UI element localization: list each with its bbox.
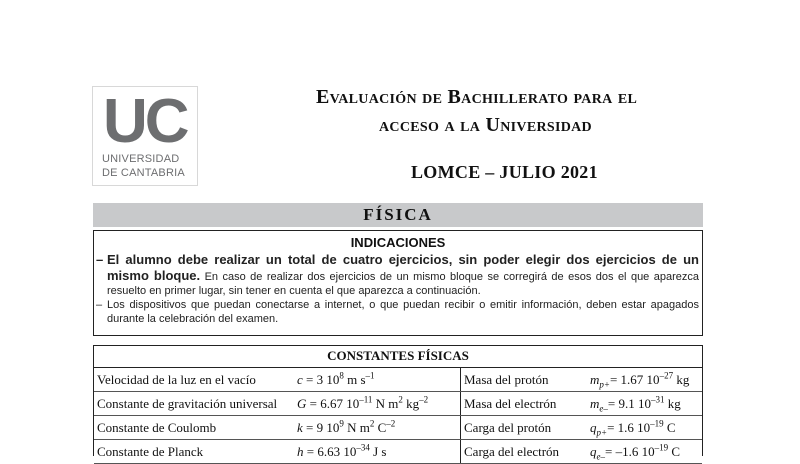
- indication-item: [96, 298, 699, 326]
- indication-text: Los dispositivos que puedan conectarse a internet, o que puedan recibir o emitir información, deben estar apagados durante la celebración del examen.: [107, 299, 699, 325]
- constants-table: [94, 368, 702, 464]
- constant-symbol: m: [590, 395, 600, 411]
- constant-name: Carga del protón: [461, 416, 588, 440]
- constant-unit: kg: [673, 371, 690, 387]
- constant-unit: kg: [664, 395, 681, 411]
- constant-unit: C: [374, 419, 387, 435]
- constant-exponent: –19: [650, 418, 664, 429]
- constant-symbol: q: [590, 443, 597, 459]
- constant-unit: m s: [343, 371, 366, 387]
- indication-bold-text: El alumno debe realizar un total de cuatro ejercicios, sin poder elegir dos ejercicios de un mismo bloque.: [107, 252, 699, 283]
- subject-name: FÍSICA: [363, 205, 433, 224]
- indications-box: [93, 230, 703, 336]
- unit-exponent: –2: [386, 418, 396, 429]
- constant-name: Velocidad de la luz en el vacío: [94, 368, 294, 392]
- constants-title: CONSTANTES FÍSICAS: [94, 346, 702, 368]
- unit-exponent: –2: [419, 394, 429, 405]
- constant-exponent: –11: [359, 394, 373, 405]
- constant-value: [587, 392, 702, 416]
- constant-unit: C: [668, 443, 681, 459]
- constant-number: = 1.6 10: [607, 419, 651, 435]
- constant-number: = 9 10: [306, 419, 340, 435]
- constant-name: Constante de gravitación universal: [94, 392, 294, 416]
- constant-name: Carga del electrón: [461, 440, 588, 464]
- logo-mark: UC: [103, 87, 187, 156]
- constant-exponent: –31: [650, 394, 665, 405]
- subject-bar: [93, 203, 703, 227]
- constant-name: Masa del electrón: [461, 392, 588, 416]
- constant-subscript: e–: [599, 403, 608, 414]
- constant-exponent: 9: [339, 418, 344, 429]
- constant-exponent: –19: [654, 442, 669, 453]
- constant-number: = 6.63 10: [306, 443, 357, 459]
- constant-value: [587, 368, 702, 392]
- constant-name: Masa del protón: [461, 368, 588, 392]
- constant-number: = 1.67 10: [609, 371, 660, 387]
- constant-subscript: p+: [596, 427, 608, 438]
- unit-exponent: 2: [398, 394, 403, 405]
- constant-unit: N m: [372, 395, 399, 411]
- constant-symbol: h: [297, 443, 304, 459]
- constants-table-box: [93, 345, 703, 462]
- constant-value: [294, 440, 461, 464]
- constant-exponent: –27: [659, 370, 674, 381]
- indication-text: En caso de realizar dos ejercicios de un mismo bloque se corregirá de esos dos el que aparezca resuelto en primer lugar, sin tener en cuenta el que aparezca a continuación.: [107, 271, 699, 297]
- indications-title: INDICACIONES: [350, 235, 446, 250]
- constant-number: = 3 10: [306, 371, 340, 387]
- logo-text-line2: DE CANTABRIA: [102, 167, 185, 179]
- header-title-line1: Evaluación de Bachillerato para el: [316, 86, 638, 108]
- table-row: [94, 416, 702, 440]
- constant-value: [294, 416, 461, 440]
- indications-list: [96, 252, 699, 326]
- constant-symbol: k: [297, 419, 303, 435]
- constant-unit: C: [663, 419, 676, 435]
- table-row: [94, 392, 702, 416]
- constant-symbol: m: [590, 371, 600, 387]
- constant-symbol: G: [297, 395, 307, 411]
- unit-exponent: 2: [369, 418, 375, 429]
- table-row: [94, 440, 702, 464]
- constant-unit: J s: [369, 443, 387, 459]
- constant-number: = 6.67 10: [309, 395, 360, 411]
- exam-session: LOMCE – JULIO 2021: [411, 162, 598, 182]
- table-row: [94, 368, 702, 392]
- constant-unit: kg: [402, 395, 420, 411]
- constant-value: [587, 440, 702, 464]
- constant-unit: N m: [343, 419, 370, 435]
- logo-text-line1: UNIVERSIDAD: [102, 153, 180, 165]
- constant-value: [587, 416, 702, 440]
- constant-exponent: 8: [339, 370, 344, 381]
- constant-value: [294, 368, 461, 392]
- constant-value: [294, 392, 461, 416]
- constant-symbol: c: [297, 371, 303, 387]
- constant-exponent: –34: [356, 442, 370, 453]
- constant-subscript: e–: [596, 451, 605, 462]
- university-logo: [92, 86, 198, 186]
- constant-name: Constante de Planck: [94, 440, 294, 464]
- dash-bullet: –: [96, 252, 104, 267]
- dash-bullet: –: [96, 299, 103, 311]
- constant-name: Constante de Coulomb: [94, 416, 294, 440]
- indication-item: [96, 252, 699, 298]
- constant-number: = –1.6 10: [605, 443, 655, 459]
- header-title-line2: acceso a la Universidad: [379, 114, 592, 136]
- constant-number: = 9.1 10: [607, 395, 651, 411]
- constant-subscript: p+: [599, 379, 610, 390]
- constant-symbol: q: [590, 419, 597, 435]
- unit-exponent: –1: [365, 370, 375, 381]
